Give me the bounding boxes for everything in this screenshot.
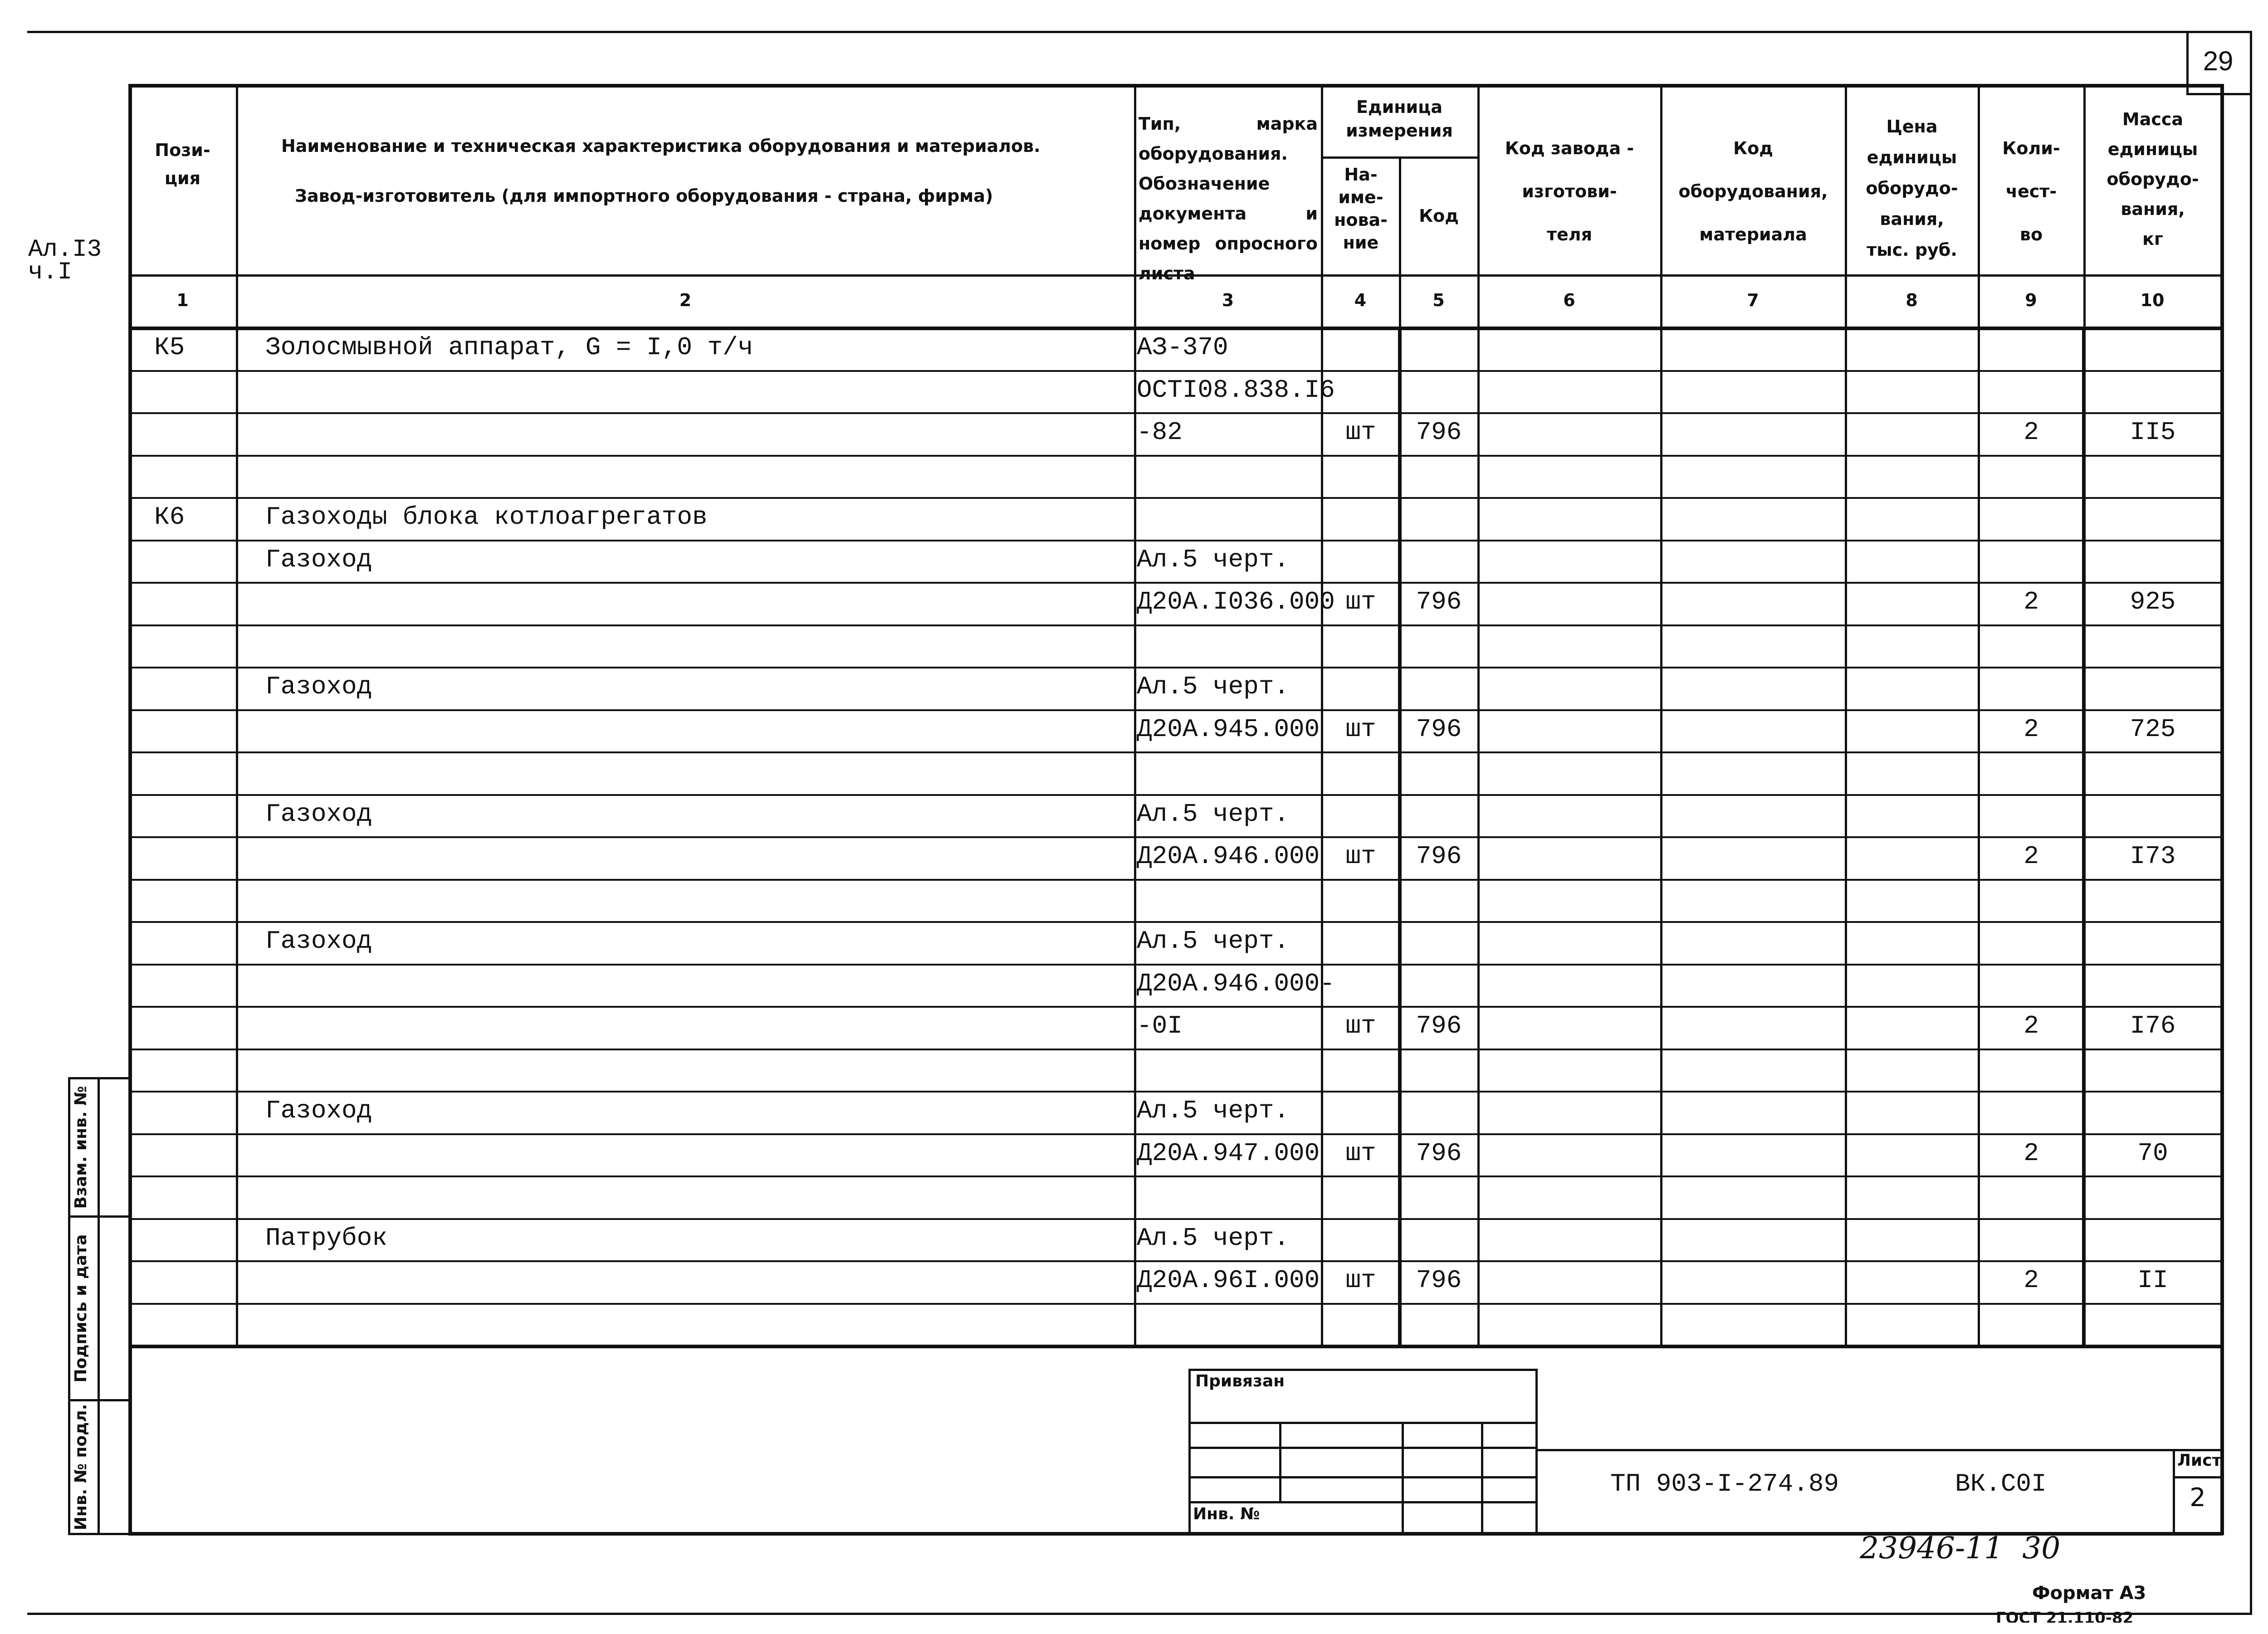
col-sep-6 — [1660, 84, 1662, 1347]
row-name: Газоход — [265, 1096, 372, 1125]
stamp-strip-mid — [98, 1077, 100, 1535]
sheet-number-box-bottom — [2186, 93, 2252, 95]
header-type: Тип, марка оборудования. Обозначение документа и номер опросного листа — [1139, 114, 1318, 283]
stamp-podpis-label: Подпись и дата — [72, 1234, 90, 1383]
colnum-9: 9 — [2025, 290, 2037, 310]
stamp-inv-label: Инв. № подл. — [72, 1404, 90, 1531]
colnum-6: 6 — [1563, 290, 1575, 310]
privyazan-col1 — [1279, 1422, 1281, 1501]
colnum-8: 8 — [1906, 290, 1918, 310]
header-position: Пози- ция — [155, 140, 210, 188]
row-name: Газоход — [265, 545, 372, 574]
privyazan-rule1 — [1188, 1422, 1538, 1424]
header-unit-name: На- име- нова- ние — [1334, 165, 1388, 253]
colnum-7: 7 — [1747, 290, 1759, 310]
row-type: Д20А.945.000 — [1137, 715, 1320, 744]
row-unit-code: 796 — [1416, 587, 1462, 616]
colnum-2: 2 — [679, 290, 692, 310]
colnum-5: 5 — [1432, 290, 1445, 310]
sheet-number: 29 — [2203, 46, 2234, 76]
privyazan-label: Привязан — [1195, 1372, 1285, 1390]
table-row — [129, 794, 2221, 796]
col-sep-7 — [1845, 84, 1847, 1347]
document-mark: ВК.С0I — [1955, 1469, 2047, 1498]
colnum-4: 4 — [1354, 290, 1367, 310]
table-row — [129, 1260, 2221, 1262]
table-row — [129, 667, 2221, 668]
row-type: -0I — [1137, 1011, 1183, 1040]
table-row — [129, 624, 2221, 626]
privyazan-top — [1188, 1369, 1538, 1371]
table-row — [129, 370, 2221, 372]
row-quantity: 2 — [2024, 587, 2039, 616]
colnum-1: 1 — [176, 290, 189, 310]
row-unit-name: шт — [1345, 1139, 1376, 1168]
list-number: 2 — [2190, 1483, 2206, 1512]
row-mass: I76 — [2130, 1011, 2176, 1040]
table-row — [129, 836, 2221, 838]
col-sep-2 — [1134, 84, 1136, 1347]
table-row — [129, 582, 2221, 584]
table-top-border — [128, 84, 2223, 88]
list-label: Лист — [2177, 1451, 2222, 1470]
row-unit-code: 796 — [1416, 418, 1462, 447]
table-row — [129, 751, 2221, 753]
row-type: ОСТI08.838.I6 — [1137, 376, 1335, 405]
table-row — [129, 540, 2221, 541]
header-unit-group: Единица измерения — [1346, 97, 1453, 141]
row-position: К5 — [154, 333, 185, 362]
table-row — [129, 1345, 2221, 1347]
row-unit-code: 796 — [1416, 1139, 1462, 1168]
stamp-strip-left — [68, 1077, 70, 1535]
privyazan-left — [1188, 1369, 1191, 1534]
table-row — [129, 921, 2221, 923]
list-box-rule — [2173, 1476, 2223, 1478]
row-quantity: 2 — [2024, 1139, 2039, 1168]
header-name-line1: Наименование и техническая характеристика оборудования и материалов. — [281, 136, 1041, 156]
row-unit-name: шт — [1345, 1011, 1376, 1040]
col-sep-5 — [1477, 84, 1480, 1347]
row-quantity: 2 — [2024, 842, 2039, 871]
page-right-rule — [2250, 31, 2252, 1614]
table-row — [129, 1303, 2221, 1305]
row-unit-name: шт — [1345, 715, 1376, 744]
stamp-vzam-label: Взам. инв. № — [72, 1086, 90, 1209]
row-type: Ал.5 черт. — [1137, 672, 1290, 701]
row-position: К6 — [154, 502, 185, 532]
table-row — [129, 497, 2221, 499]
row-name: Газоход — [265, 927, 372, 956]
row-unit-name: шт — [1345, 587, 1376, 616]
header-unit-code: Код — [1419, 206, 1459, 226]
table-row — [129, 1049, 2221, 1050]
row-type: Ал.5 черт. — [1137, 927, 1290, 956]
row-type: -82 — [1137, 418, 1183, 447]
row-unit-code: 796 — [1416, 1266, 1462, 1295]
row-type: Ал.5 черт. — [1137, 1096, 1290, 1125]
album-label: Ал.I3 — [28, 236, 102, 263]
page-top-rule — [27, 31, 2252, 33]
colnum-bottom-rule — [128, 327, 2223, 330]
row-name: Газоход — [265, 672, 372, 701]
inv-no-label: Инв. № — [1193, 1505, 1260, 1523]
row-unit-name: шт — [1345, 418, 1376, 447]
row-type: Ал.5 черт. — [1137, 1224, 1290, 1253]
header-price: Цена единицы оборудо- вания, тыс. руб. — [1866, 117, 1958, 260]
table-row — [129, 1091, 2221, 1093]
table-row — [129, 879, 2221, 881]
page-bottom-rule — [27, 1613, 2252, 1615]
row-quantity: 2 — [2024, 1011, 2039, 1040]
table-right-border — [2220, 84, 2224, 1535]
header-name-line2: Завод-изготовитель (для импортного оборудования - страна, фирма) — [295, 186, 993, 206]
row-quantity: 2 — [2024, 715, 2039, 744]
row-type: Д20А.947.000 — [1137, 1139, 1320, 1168]
header-equipment-code: Код оборудования, материала — [1678, 138, 1828, 244]
table-row — [129, 1133, 2221, 1135]
row-name: Газоходы блока котлоагрегатов — [265, 502, 708, 532]
row-mass: II5 — [2130, 418, 2176, 447]
row-type: Д20А.946.000 — [1137, 842, 1320, 871]
header-factory-code: Код завода - изготови- теля — [1505, 138, 1634, 244]
table-row — [129, 1218, 2221, 1220]
row-unit-code: 796 — [1416, 715, 1462, 744]
row-type: АЗ-370 — [1137, 333, 1228, 362]
row-unit-code: 796 — [1416, 1011, 1462, 1040]
table-row — [129, 1176, 2221, 1177]
row-name: Золосмывной аппарат, G = I,0 т/ч — [265, 333, 753, 362]
privyazan-rule2 — [1188, 1447, 1538, 1449]
gost-label: ГОСТ 21.110-82 — [1996, 1609, 2134, 1623]
row-type: Д20А.96I.000 — [1137, 1266, 1320, 1295]
row-name: Газоход — [265, 800, 372, 829]
privyazan-col2 — [1402, 1422, 1404, 1534]
table-row — [129, 455, 2221, 457]
row-quantity: 2 — [2024, 1266, 2039, 1295]
table-row — [129, 964, 2221, 966]
row-type: Ал.5 черт. — [1137, 545, 1290, 574]
row-mass: II — [2137, 1266, 2168, 1295]
table-row — [129, 412, 2221, 414]
privyazan-rule3 — [1188, 1476, 1538, 1478]
table-row — [129, 709, 2221, 711]
header-quantity: Коли- чест- во — [2002, 138, 2060, 244]
part-label: ч.I — [28, 259, 73, 286]
doc-block-top — [1535, 1449, 2223, 1451]
row-mass: 70 — [2137, 1139, 2168, 1168]
row-mass: 725 — [2130, 715, 2176, 744]
colnum-3: 3 — [1222, 290, 1234, 310]
privyazan-right — [1535, 1369, 1538, 1534]
row-unit-code: 796 — [1416, 842, 1462, 871]
handwritten-number: 23946-11 30 — [1860, 1531, 2061, 1566]
row-type: Д20А.946.000- — [1137, 969, 1335, 998]
row-type: Д20А.I036.000 — [1137, 587, 1335, 616]
row-unit-name: шт — [1345, 842, 1376, 871]
header-mass: Масса единицы оборудо- вания, кг — [2107, 109, 2199, 249]
privyazan-col3 — [1481, 1422, 1483, 1534]
row-type: Ал.5 черт. — [1137, 800, 1290, 829]
document-code: ТП 903-I-274.89 — [1610, 1469, 1839, 1498]
colnum-10: 10 — [2140, 290, 2165, 310]
row-unit-name: шт — [1345, 1266, 1376, 1295]
row-mass: I73 — [2130, 842, 2176, 871]
table-row — [129, 1006, 2221, 1008]
row-name: Патрубок — [265, 1224, 387, 1253]
row-quantity: 2 — [2024, 418, 2039, 447]
format-label: Формат А3 — [2032, 1583, 2146, 1604]
privyazan-rule4 — [1188, 1501, 1538, 1503]
col-sep-1 — [236, 84, 238, 1347]
row-mass: 925 — [2130, 587, 2176, 616]
